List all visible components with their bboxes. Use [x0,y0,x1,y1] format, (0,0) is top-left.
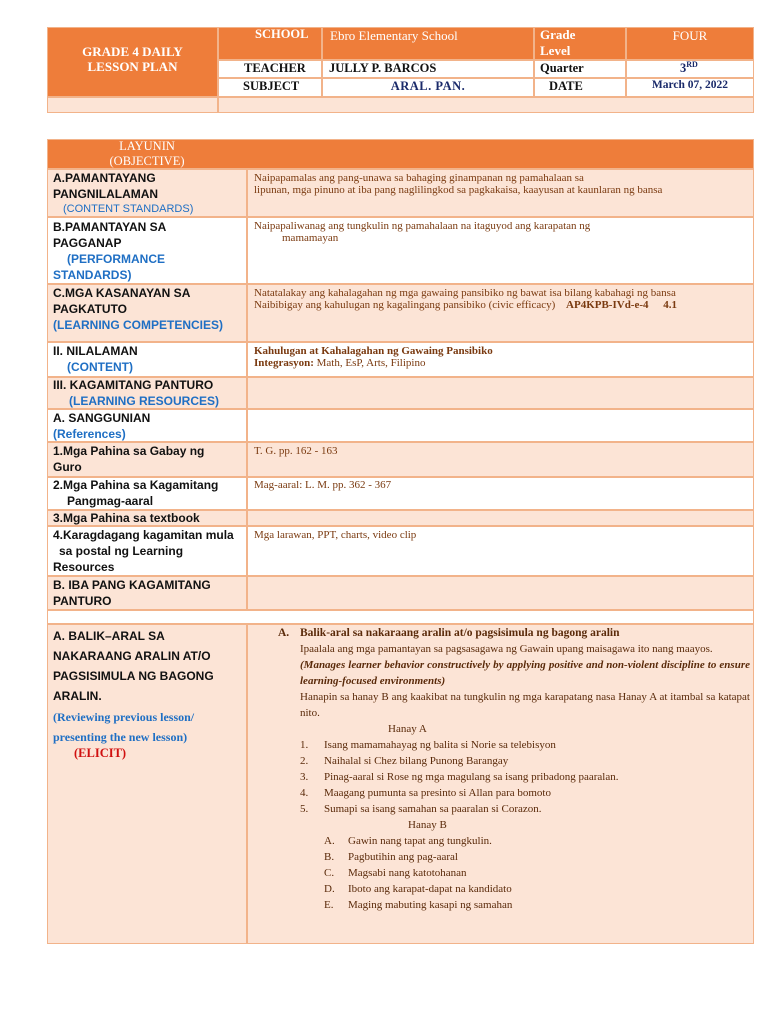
school-value: Ebro Elementary School [330,28,458,43]
content-standards-label-en: (CONTENT STANDARDS) [63,203,194,215]
list-item [324,881,750,897]
content-standards-label-line1: A.PAMANTAYANG [53,171,156,185]
list-number: 2. [300,755,309,767]
review-para2: (Manages learner behavior constructively by applying positive and non-violent discipline to ensure learning-focused environments) [300,659,750,687]
list-letter: D. [324,883,335,895]
competency-code-number: 4.1 [663,299,678,311]
competencies-label-line2: PAGKATUTO [53,302,127,316]
guide-label-line1: 1.Mga Pahina sa Gabay ng [53,444,205,458]
references-label-line1: A. SANGGUNIAN [53,411,151,425]
quarter-value [680,60,698,76]
objective-header-line2: (OBJECTIVE) [109,154,185,168]
list-b [324,833,750,913]
performance-label-line1: B.PAMANTAYAN SA [53,220,167,234]
list-number: 4. [300,787,309,799]
learner-value: Mag-aaral: L. M. pp. 362 - 367 [254,479,392,491]
performance-standards-value [254,220,749,244]
list-number: 5. [300,803,309,815]
additional-label-line2: sa postal ng Learning [59,544,184,558]
content-label-line1: II. NILALAMAN [53,344,138,358]
learner-label-line2: Pangmag-aaral [67,494,154,508]
review-para1: Ipaalala ang mga pamantayan sa pagsasagawa ng Gawain upang maisagawa ito nang maayos. [300,643,713,655]
references-value-cell [247,409,754,442]
competencies-value-line2: Naibibigay ang kahulugan ng kagalingang pansibiko (civic efficacy) [254,299,556,311]
objective-header-line1: LAYUNIN [119,139,175,153]
performance-standards-label [53,219,166,283]
header-blank-right [218,97,754,113]
competencies-label-line1: C.MGA KASANAYAN SA [53,286,191,300]
content-standards-value-line1: Naipapamalas ang pang-unawa sa bahaging ginampanan ng pamahalaan sa [254,172,584,184]
content-value-integration [254,357,749,369]
list-text: Isang mamamahayag ng balita si Norie sa telebisyon [324,739,556,751]
performance-value-line2: mamamayan [282,232,339,244]
list-text: Gawin nang tapat ang tungkulin. [348,835,492,847]
quarter-label: Quarter [540,61,584,75]
content-standards-label-line2: PANGNILALAMAN [53,187,159,201]
list-item [324,833,750,849]
learner-label-line1: 2.Mga Pahina sa Kagamitang [53,478,219,492]
competencies-value-line1: Natatalakay ang kahalagahan ng mga gawaing pansibiko ng bawat isa bilang kabahagi ng bansa [254,287,676,299]
guide-label [53,443,204,475]
content-label [53,343,138,375]
review-heading-marker: A. [278,627,290,639]
teacher-value: JULLY P. BARCOS [329,61,437,75]
competencies-label-en: (LEARNING COMPETENCIES) [53,318,224,332]
review-label-line4: ARALIN. [53,689,102,703]
review-label [53,626,214,706]
performance-label-en2: STANDARDS) [53,268,132,282]
competencies-value [254,287,749,311]
content-standards-value-line2: lipunan, mga pinuno at iba pang naglilingkod sa pagkakaisa, kaayusan at kaunlaran ng bansa [254,184,663,196]
other-label [53,577,211,609]
review-label-english [53,707,194,747]
references-label [53,410,150,442]
learner-label [53,477,218,509]
competencies-value-line2-wrap [254,299,749,311]
list-item [300,753,750,769]
list-text: Maging mabuting kasapi ng samahan [348,899,513,911]
list-text: Naihalal si Chez bilang Punong Barangay [324,755,509,767]
review-content [278,625,750,913]
additional-value: Mga larawan, PPT, charts, video clip [254,529,417,541]
content-label-en: (CONTENT) [67,360,133,374]
quarter-suffix: RD [686,60,698,69]
review-label-en1: (Reviewing previous lesson/ [53,710,195,724]
list-letter: B. [324,851,335,863]
additional-label-line1: 4.Karagdagang kagamitan mula [53,528,234,542]
subject-label: SUBJECT [243,79,300,93]
content-value [254,345,749,369]
list-item [324,849,750,865]
separator-row [47,610,754,624]
resources-label-en: (LEARNING RESOURCES) [69,394,220,408]
header-blank-left [47,97,218,113]
list-item [300,737,750,753]
content-standards-label [53,170,193,216]
textbook-value-cell [247,510,754,526]
list-item [324,897,750,913]
date-label: DATE [549,79,583,93]
other-label-line1: B. IBA PANG KAGAMITANG [53,578,211,592]
review-heading-text: Balik-aral sa nakaraang aralin at/o pagsisimula ng bagong aralin [300,627,620,639]
subject-value: ARAL. PAN. [390,79,466,93]
review-label-line1: A. BALIK–ARAL SA [53,629,165,643]
list-letter: A. [324,835,335,847]
page-title: GRADE 4 DAILY LESSON PLAN [82,44,183,74]
additional-label-line3: Resources [53,560,115,574]
list-item [300,769,750,785]
integration-label: Integrasyon: [254,357,314,369]
list-item [300,785,750,801]
other-label-line2: PANTURO [53,594,112,608]
references-label-en: (References) [53,427,126,441]
resources-label-line1: III. KAGAMITANG PANTURO [53,378,214,392]
integration-value: Math, EsP, Arts, Filipino [316,357,426,369]
elicit-label: (ELICIT) [74,746,127,760]
other-value-cell [247,576,754,610]
list-letter: E. [324,899,334,911]
quarter-number: 3 [680,61,687,76]
grade-label: Grade Level [540,27,576,58]
hanay-a-heading: Hanay A [388,723,427,735]
list-text: Pagbutihin ang pag-aaral [348,851,458,863]
list-item [300,801,750,817]
list-number: 3. [300,771,309,783]
content-standards-value [254,172,749,196]
date-value: March 07, 2022 [651,79,729,91]
content-value-title: Kahulugan at Kahalagahan ng Gawaing Pansibiko [254,345,493,357]
guide-label-line2: Guro [53,460,82,474]
grade-value: FOUR [672,28,708,43]
review-label-line3: PAGSISIMULA NG BAGONG [53,669,214,683]
additional-label [53,527,234,575]
list-text: Pinag-aaral si Rose ng mga magulang sa isang pribadong paaralan. [324,771,619,783]
review-heading [278,625,750,641]
review-label-en2: presenting the new lesson) [53,730,188,744]
guide-value: T. G. pp. 162 - 163 [254,445,338,457]
list-text: Sumapi sa isang samahan sa paaralan si Corazon. [324,803,542,815]
list-a [300,737,750,817]
review-para3: Hanapin sa hanay B ang kaakibat na tungkulin ng mga karapatang nasa Hanay A at itambal sa katapat nito. [300,691,750,719]
list-letter: C. [324,867,335,879]
list-text: Maagang pumunta sa presinto si Allan para bomoto [324,787,551,799]
competencies-label [53,285,223,333]
list-number: 1. [300,739,309,751]
performance-label-line2: PAGGANAP [53,236,122,250]
review-label-line2: NAKARAANG ARALIN AT/O [53,649,211,663]
list-text: Magsabi nang katotohanan [348,867,467,879]
hanay-b-heading: Hanay B [408,819,447,831]
textbook-label: 3.Mga Pahina sa textbook [53,511,200,525]
resources-label [53,377,219,409]
school-label: SCHOOL [255,27,309,41]
resources-value-cell [247,377,754,409]
list-item [324,865,750,881]
competency-code: AP4KPB-IVd-e-4 [566,299,649,311]
performance-value-line1: Naipapaliwanag ang tungkulin ng pamahalaan na itaguyod ang karapatan ng [254,220,591,232]
teacher-label: TEACHER [244,61,306,75]
list-text: Iboto ang karapat-dapat na kandidato [348,883,512,895]
performance-label-en1: (PERFORMANCE [67,252,165,266]
